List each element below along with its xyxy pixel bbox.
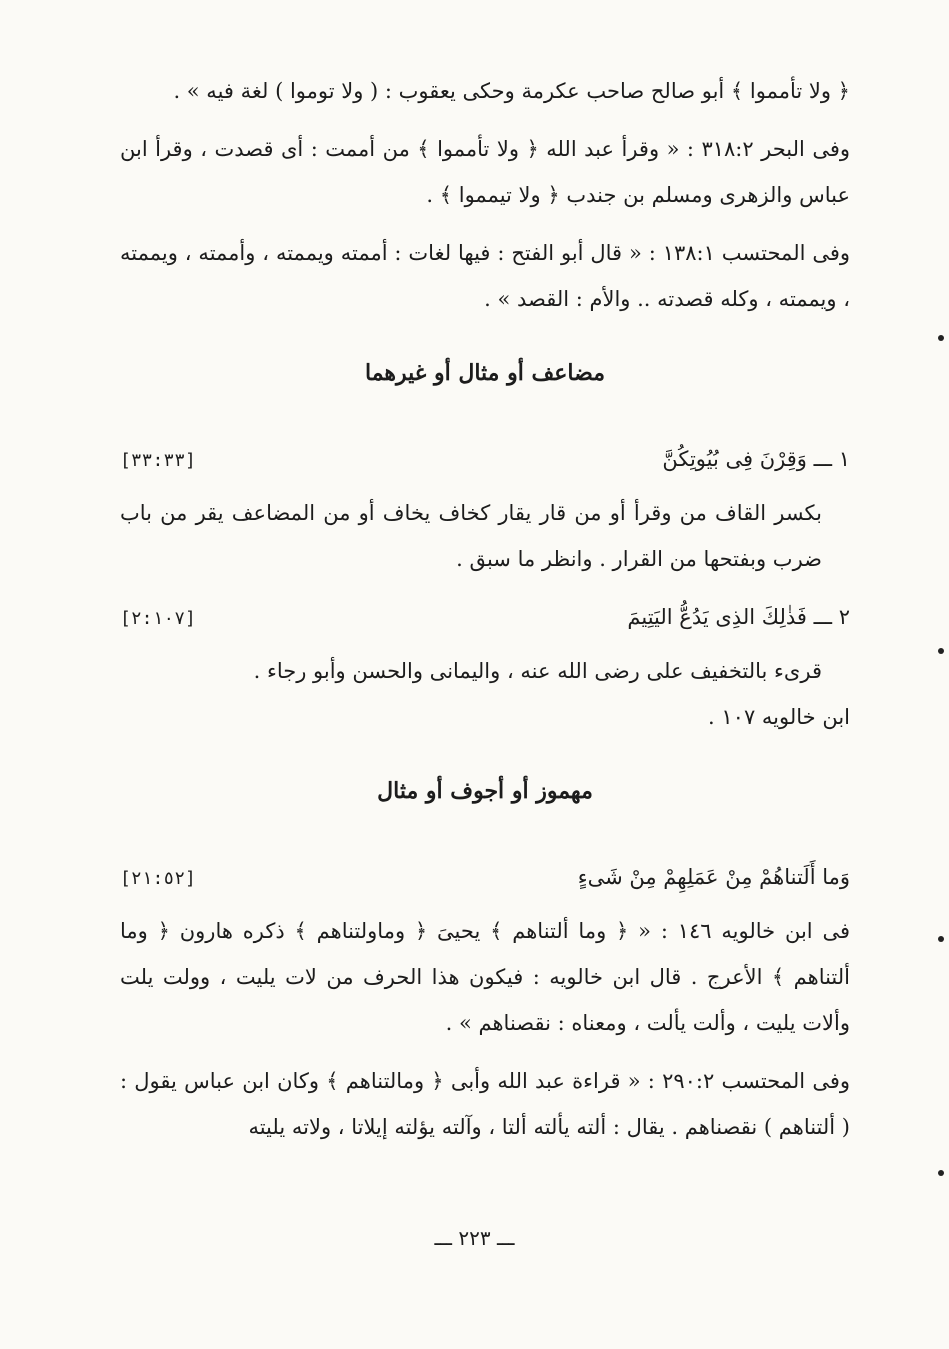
paragraph-3: وفى المحتسب ١٣٨:١ : « قال أبو الفتح : فيها لغات : أممته ويممته ، وأممته ، ويممته ، ويممته ، وكله قصدته .. والأم : القصد » . (120, 241, 851, 311)
scan-speck (938, 936, 944, 942)
verse-text: ١ ـــ وَقِرْنَ فِى بُيُوتِكُنَّ (662, 447, 850, 471)
verse-source-2: ابن خالويه ١٠٧ . (708, 705, 850, 729)
paragraph-1: ﴿ ولا تأمموا ﴾ أبو صالح صاحب عكرمة وحكى يعقوب : ( ولا توموا ) لغة فيه » . (173, 79, 850, 103)
verse-text: ٢ ـــ فَذٰلِكَ الذِى يَدُعُّ اليَتِيمَ (627, 605, 850, 629)
page-body (120, 68, 850, 1162)
scan-speck (938, 648, 944, 654)
section-heading-2: مهموز أو أجوف أو مثال (377, 778, 593, 804)
verse-text: وَما أَلَتناهُمْ مِنْ عَمَلِهِمْ مِنْ شَىءٍ (577, 865, 850, 889)
verse-commentary-1: بكسر القاف من وقرأ أو من قار يقار كخاف يخاف أو من المضاعف يقر من باب ضرب وبفتحها من القرار . وانظر ما سبق . (120, 501, 822, 571)
verse-reference: [٢:١٠٧] (120, 608, 196, 629)
scan-speck (938, 335, 944, 341)
paragraph-5: وفى المحتسب ٢٩٠:٢ : « قراءة عبد الله وأبى ﴿ ومالتناهم ﴾ وكان ابن عباس يقول : ( ألتناهم ) نقصناهم . يقال : ألته يألته ألتا ، وآلته يؤلته إيلاتا ، ولاته يليته (120, 1069, 851, 1139)
verse-entry-2 (120, 594, 850, 642)
verse-reference: [٢١:٥٢] (120, 868, 196, 889)
verse-entry-1 (120, 436, 850, 484)
verse-commentary-2: قرىء بالتخفيف على رضى الله عنه ، واليمانى والحسن وأبو رجاء . (253, 659, 822, 683)
verse-entry-3 (120, 854, 850, 902)
verse-reference: [٣٣:٣٣] (120, 450, 196, 471)
page-number: ـــ ٢٢٣ ـــ (434, 1226, 515, 1250)
paragraph-2: وفى البحر ٣١٨:٢ : « وقرأ عبد الله ﴿ ولا تأمموا ﴾ من أممت : أى قصدت ، وقرأ ابن عباس والزهرى ومسلم بن جندب ﴿ ولا تيمموا ﴾ . (120, 137, 850, 207)
section-heading-1: مضاعف أو مثال أو غيرهما (365, 360, 605, 386)
paragraph-4: فى ابن خالويه ١٤٦ : « ﴿ وما ألتناهم ﴾ يحيىَ ﴿ وماولتناهم ﴾ ذكره هارون ﴿ وما ألتناهم ﴾ الأعرج . قال ابن خالويه : فيكون هذا الحرف من لات يليت ، وولت يلت وألات يليت ، وألت يألت ، ومعناه : نقصناهم » . (120, 919, 851, 1035)
scan-speck (938, 1170, 944, 1176)
